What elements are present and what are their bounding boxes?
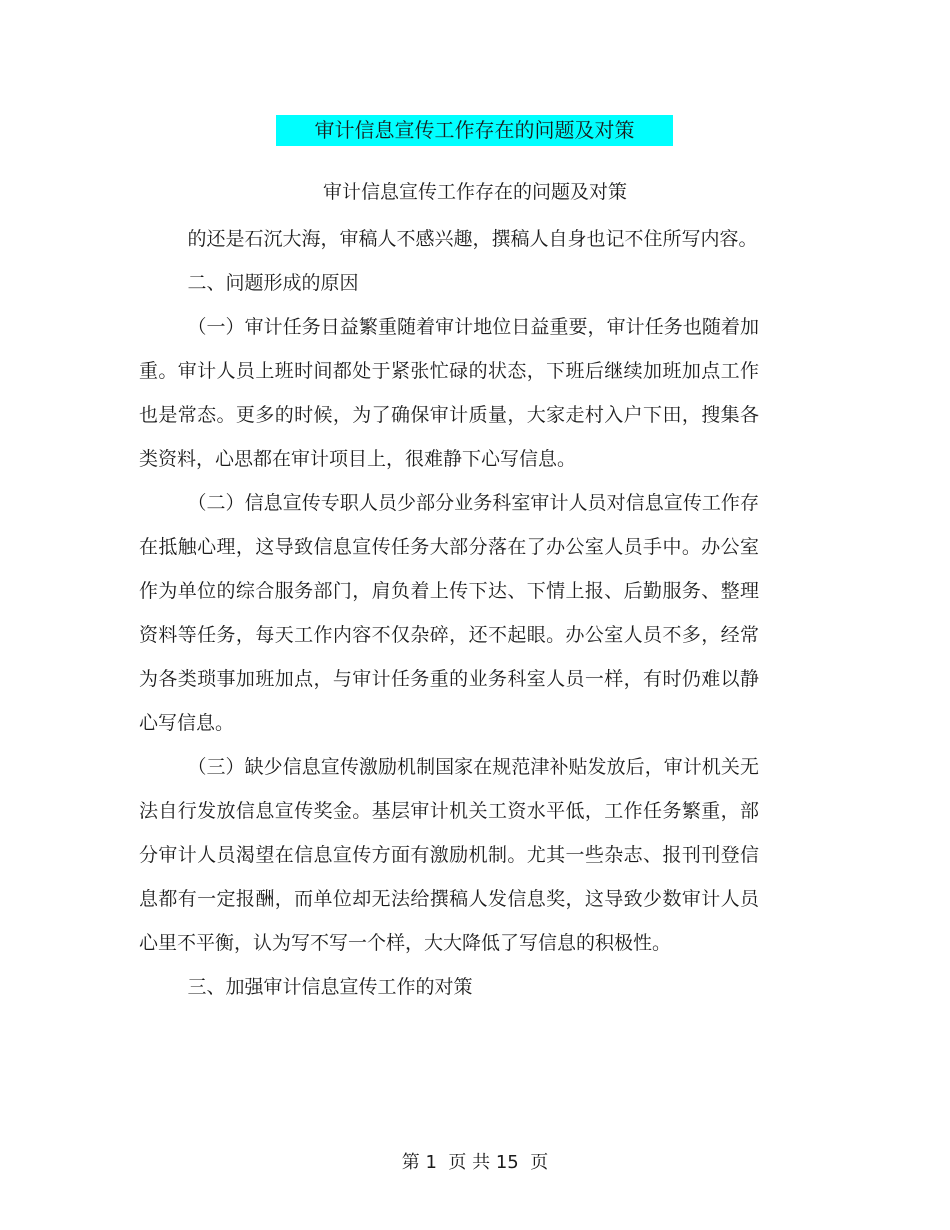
paragraph-cause-3: （三）缺少信息宣传激励机制国家在规范津补贴发放后，审计机关无法自行发放信息宣传奖金。基层审计机关工资水平低，工作任务繁重，部分审计人员渴望在信息宣传方面有激励机制。尤其一些杂志、报刊刊登信息都有一定报酬，而单位却无法给撰稿人发信息奖，这导致少数审计人员心里不平衡，认为写不写一个样，大大降低了写信息的积极性。 (139, 756, 759, 954)
paragraph-cause-2: （二）信息宣传专职人员少部分业务科室审计人员对信息宣传工作存在抵触心理，这导致信息宣传任务大部分落在了办公室人员手中。办公室作为单位的综合服务部门，肩负着上传下达、下情上报、后勤服务、整理资料等任务，每天工作内容不仅杂碎，还不起眼。办公室人员不多，经常为各类琐事加班加点，与审计任务重的业务科室人员一样，有时仍难以静心写信息。 (139, 492, 759, 734)
page-footer: 第 1 页 共 15 页 (401, 1152, 549, 1173)
highlighted-title: 审计信息宣传工作存在的问题及对策 (276, 115, 673, 146)
document-body (139, 217, 759, 1009)
section-heading-causes: 二、问题形成的原因 (187, 272, 359, 294)
paragraph-cause-1: （一）审计任务日益繁重随着审计地位日益重要，审计任务也随着加重。审计人员上班时间都处于紧张忙碌的状态，下班后继续加班加点工作也是常态。更多的时候，为了确保审计质量，大家走村入户下田，搜集各类资料，心思都在审计项目上，很难静下心写信息。 (139, 316, 759, 470)
document-subtitle: 审计信息宣传工作存在的问题及对策 (322, 181, 627, 203)
paragraph-continuation: 的还是石沉大海，审稿人不感兴趣，撰稿人自身也记不住所写内容。 (187, 228, 758, 250)
section-heading-countermeasures: 三、加强审计信息宣传工作的对策 (187, 976, 473, 998)
